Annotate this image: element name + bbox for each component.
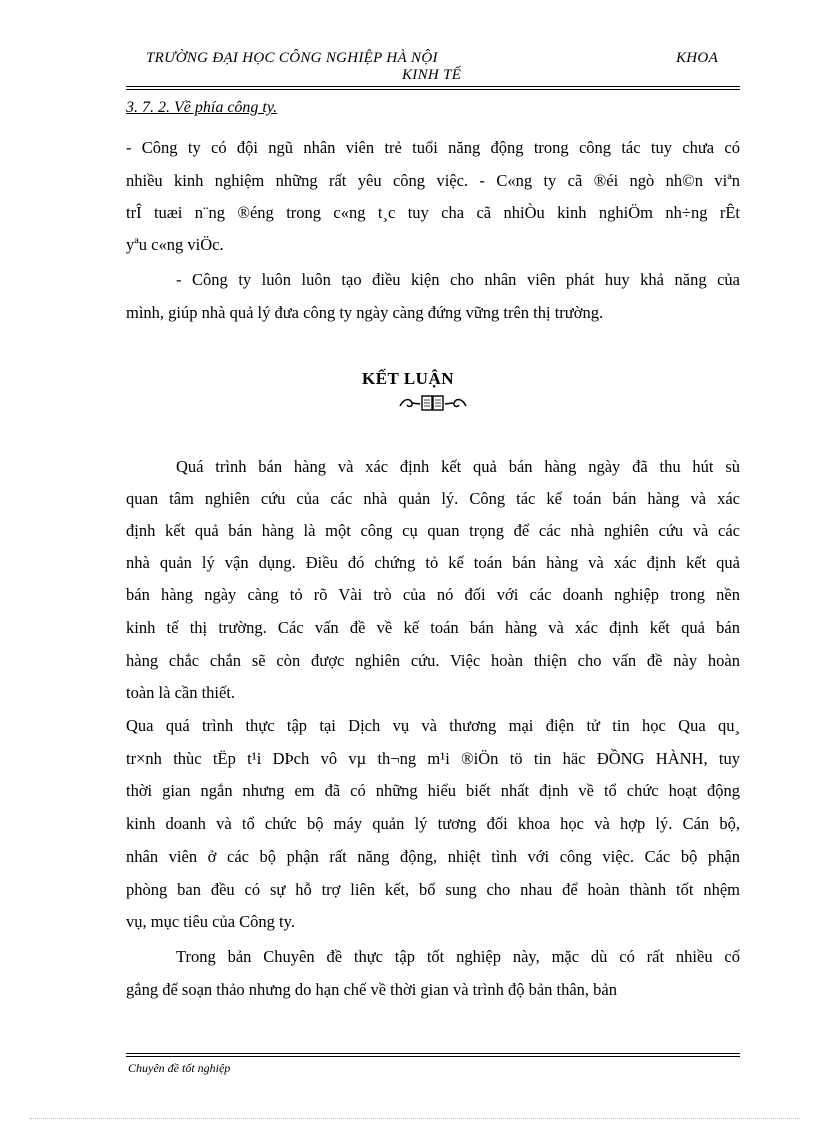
conclusion-line: thời gian ngắn nhưng em đã có những hiểu biết nhất định về tổ chức hoạt động [126,781,740,800]
footer-rule-bottom [126,1056,740,1057]
footer-label: Chuyên đề tốt nghiệp [128,1061,231,1075]
page-bottom-divider [30,1118,800,1119]
section-line: mình, giúp nhà quả lý đưa công ty ngày càng đứng vững trên thị trường. [126,303,604,322]
conclusion-line: tr×nh thùc tËp t¹i DÞch vô vµ th¬ng m¹i ®iÖn tö tin häc ĐỒNG HÀNH, tuy [126,749,740,768]
conclusion-line: Qua quá trình thực tập tại Dịch vụ và thương mại điện tử tin học Qua qu¸ [126,716,740,735]
header-faculty-name: KINH TẾ [402,67,462,83]
section-line: - Công ty luôn luôn tạo điều kiện cho nhân viên phát huy khả năng của [176,270,740,289]
conclusion-title: KẾT LUẬN [361,369,454,388]
header-faculty: KHOA [676,50,719,66]
footer-rule-top [126,1053,740,1054]
conclusion-line: nhân viên ở các bộ phận rất năng động, nhiệt tình với công việc. Các bộ phận [126,847,740,866]
conclusion-line: toàn là cần thiết. [126,683,236,702]
conclusion-line: hàng chắc chắn sẽ còn được nghiên cứu. Việc hoàn thiện cho vấn đề này hoàn [126,651,740,670]
conclusion-line: vụ, mục tiêu của Công ty. [126,912,295,931]
section-heading: 3. 7. 2. Về phía công ty. [126,99,278,116]
conclusion-line: quan tâm nghiên cứu của các nhà quản lý. Công tác kế toán bán hàng và xác [126,489,740,508]
conclusion-line: Trong bản Chuyên đề thực tập tốt nghiệp này, mặc dù có rất nhiều cố [176,947,740,966]
conclusion-line: gắng để soạn thảo nhưng do hạn chế về thời gian và trình độ bản thân, bản [126,980,618,999]
section-line: trÎ tuæi n¨ng ®éng trong c«ng t¸c tuy cha cã nhiÒu kinh nghiÖm nh÷ng rÊt [126,203,740,222]
book-ornament-icon [398,392,468,414]
conclusion-line: định kết quả bán hàng là một công cụ quan trọng để các nhà nghiên cứu và các [126,521,740,540]
header-university: TRƯỜNG ĐẠI HỌC CÔNG NGHIỆP HÀ NỘI [146,50,438,66]
section-line: yªu c«ng viÖc. [126,235,224,254]
section-line: - Công ty có đội ngũ nhân viên trẻ tuổi năng động trong công tác tuy chưa có [126,138,740,157]
conclusion-line: kinh tế thị trường. Các vấn đề về kế toán bán hàng và xác định kết quả bán [126,618,740,637]
header-rule-top [126,86,740,87]
conclusion-line: Quá trình bán hàng và xác định kết quả bán hàng ngày đã thu hút sù [176,457,740,476]
header-rule-bottom [126,89,740,90]
conclusion-line: nhà quản lý vận dụng. Điều đó chứng tỏ kế toán bán hàng và xác định kết quả [126,553,740,572]
conclusion-line: bán hàng ngày càng tỏ rõ Vài trò của nó đối với các doanh nghiệp trong nền [126,585,740,604]
conclusion-line: kinh doanh và tổ chức bộ máy quản lý tương đối khoa học và hợp lý. Cán bộ, [126,814,740,833]
conclusion-line: phòng ban đều có sự hỗ trợ liên kết, bổ sung cho nhau để hoàn thành tốt nhệm [126,880,740,899]
section-line: nhiều kinh nghiệm những rất yêu công việc. - C«ng ty cã ®éi ngò nh©n viªn [126,171,740,190]
